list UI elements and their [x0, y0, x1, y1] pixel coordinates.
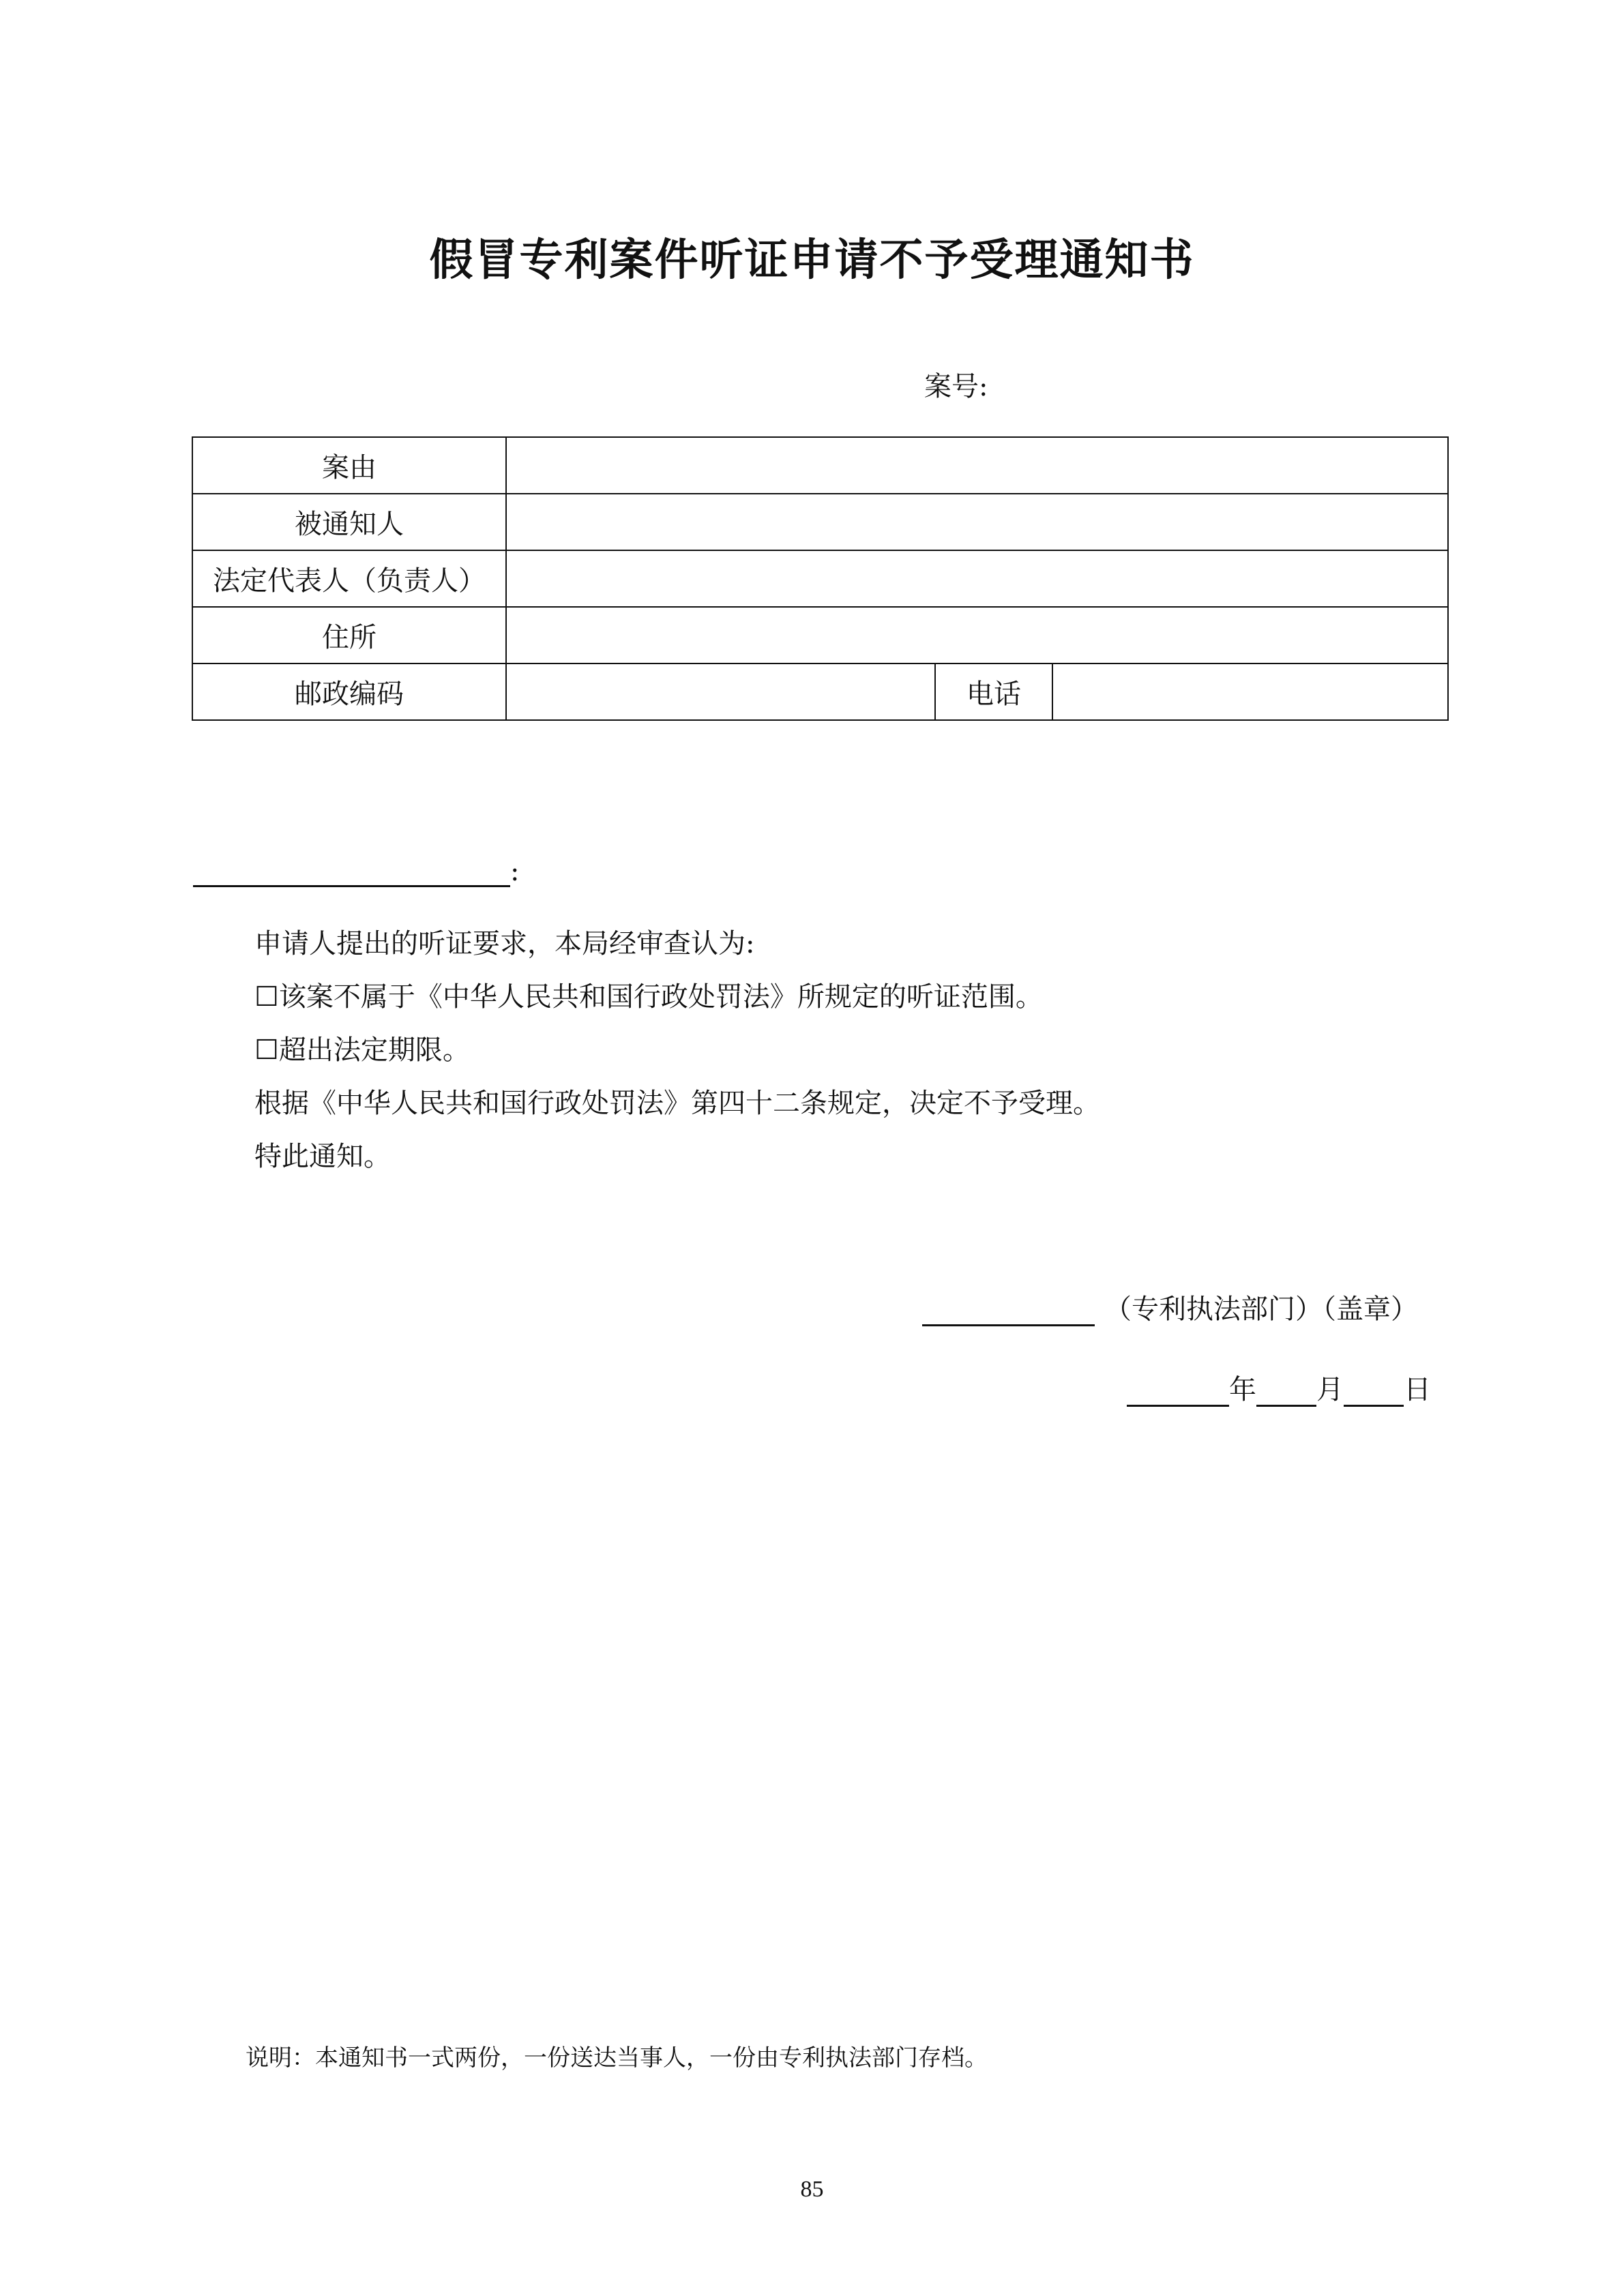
body-line-option-scope: ☐该案不属于《中华人民共和国行政处罚法》所规定的听证范围。	[254, 981, 1043, 1013]
year-label: 年	[1229, 1374, 1256, 1405]
notice-body	[254, 917, 1100, 1183]
explanation-note: 说明：本通知书一式两份，一份送达当事人，一份由专利执法部门存档。	[246, 2044, 988, 2072]
legal-representative-field[interactable]	[506, 550, 1448, 607]
table-row	[192, 607, 1448, 664]
recipient-blank[interactable]	[193, 856, 510, 887]
seal-line	[922, 1287, 1418, 1326]
table-row	[192, 494, 1448, 550]
body-line-option-deadline: ☐超出法定期限。	[254, 1034, 470, 1066]
phone-label: 电话	[935, 664, 1052, 720]
address-label: 住所	[192, 607, 506, 664]
body-line-intro: 申请人提出的听证要求，本局经审查认为:	[254, 928, 755, 959]
legal-representative-label: 法定代表人（负责人）	[192, 550, 506, 607]
notified-party-field[interactable]	[506, 494, 1448, 550]
table-row	[192, 664, 1448, 720]
cause-field[interactable]	[506, 437, 1448, 494]
department-blank[interactable]	[922, 1297, 1095, 1326]
body-line-closing: 特此通知。	[254, 1141, 391, 1172]
notified-party-label: 被通知人	[192, 494, 506, 550]
document-title: 假冒专利案件听证申请不予受理通知书	[429, 235, 1195, 286]
date-line	[1127, 1368, 1431, 1407]
page-number: 85	[800, 2177, 824, 2202]
year-blank[interactable]	[1127, 1377, 1229, 1407]
table-row	[192, 550, 1448, 607]
day-blank[interactable]	[1344, 1377, 1404, 1407]
department-seal-label: （专利执法部门）（盖章）	[1104, 1294, 1418, 1325]
month-blank[interactable]	[1256, 1377, 1316, 1407]
info-table	[192, 436, 1449, 721]
postal-code-label: 邮政编码	[192, 664, 506, 720]
month-label: 月	[1316, 1374, 1344, 1405]
case-number-label: 案号:	[924, 371, 988, 402]
address-field[interactable]	[506, 607, 1448, 664]
salutation-colon: :	[510, 856, 520, 887]
phone-field[interactable]	[1052, 664, 1448, 720]
cause-label: 案由	[192, 437, 506, 494]
table-row	[192, 437, 1448, 494]
body-line-decision: 根据《中华人民共和国行政处罚法》第四十二条规定，决定不予受理。	[254, 1088, 1100, 1119]
salutation	[193, 856, 519, 887]
day-label: 日	[1404, 1374, 1431, 1405]
postal-code-field[interactable]	[506, 664, 935, 720]
